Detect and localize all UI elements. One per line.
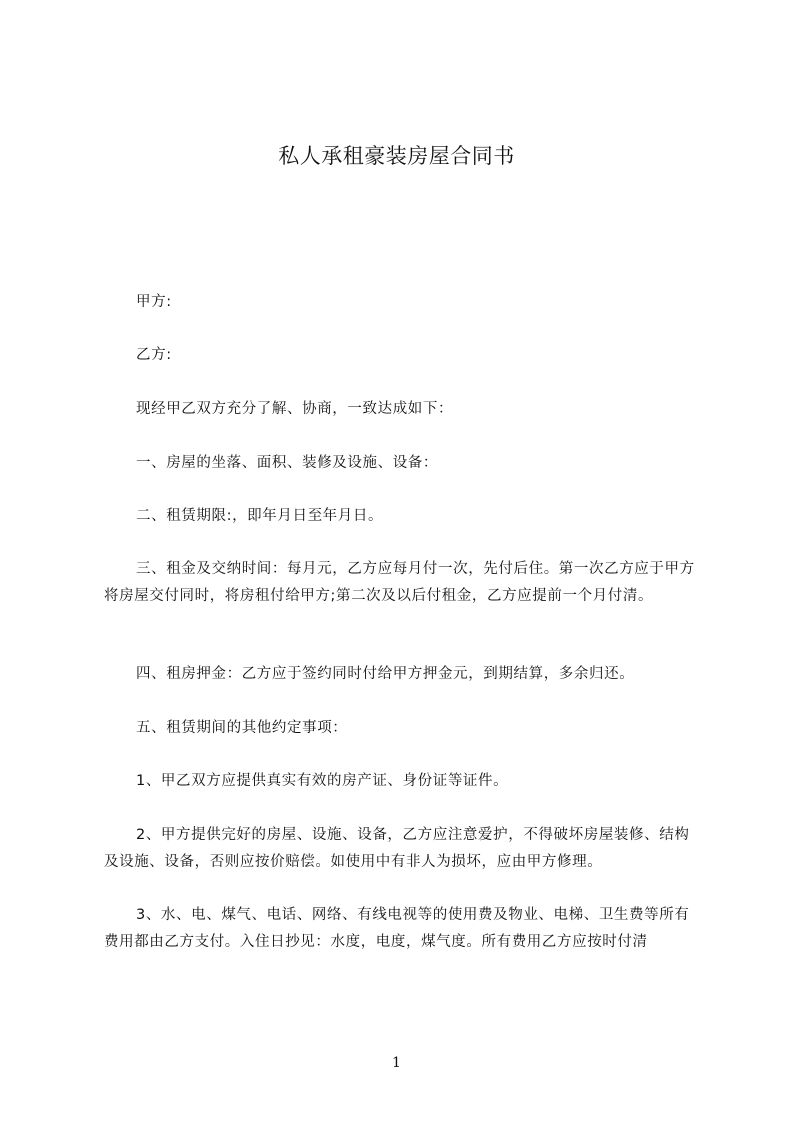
- sub-clause-3: 3、水、电、煤气、电话、网络、有线电视等的使用费及物业、电梯、卫生费等所有费用都由乙方支付。入住日抄见：水度，电度，煤气度。所有费用乙方应按时付清: [104, 907, 690, 950]
- sub-clause-1: 1、甲乙双方应提供真实有效的房产证、身份证等证件。: [136, 773, 509, 789]
- clause-4: 四、租房押金：乙方应于签约同时付给甲方押金元，到期结算，多余归还。: [136, 666, 635, 682]
- page-number: 1: [392, 1055, 401, 1071]
- sub-clause-2: 2、甲方提供完好的房屋、设施、设备，乙方应注意爱护，不得破坏房屋装修、结构及设施、设备，否则应按价赔偿。如使用中有非人为损坏，应由甲方修理。: [104, 827, 690, 870]
- party-a-line: 甲方:: [136, 294, 172, 310]
- clause-2: 二、租赁期限:，即年月日至年月日。: [136, 508, 384, 524]
- clause-3: 三、租金及交纳时间：每月元，乙方应每月付一次，先付后住。第一次乙方应于甲方将房屋交付同时，将房租付给甲方;第二次及以后付租金，乙方应提前一个月付清。: [104, 561, 695, 604]
- clause-5: 五、租赁期间的其他约定事项：: [136, 720, 348, 736]
- clause-1: 一、房屋的坐落、面积、装修及设施、设备：: [136, 455, 438, 471]
- party-b-line: 乙方:: [136, 347, 172, 363]
- document-title: 私人承租豪装房屋合同书: [278, 144, 515, 168]
- intro-paragraph: 现经甲乙双方充分了解、协商，一致达成如下：: [136, 401, 454, 417]
